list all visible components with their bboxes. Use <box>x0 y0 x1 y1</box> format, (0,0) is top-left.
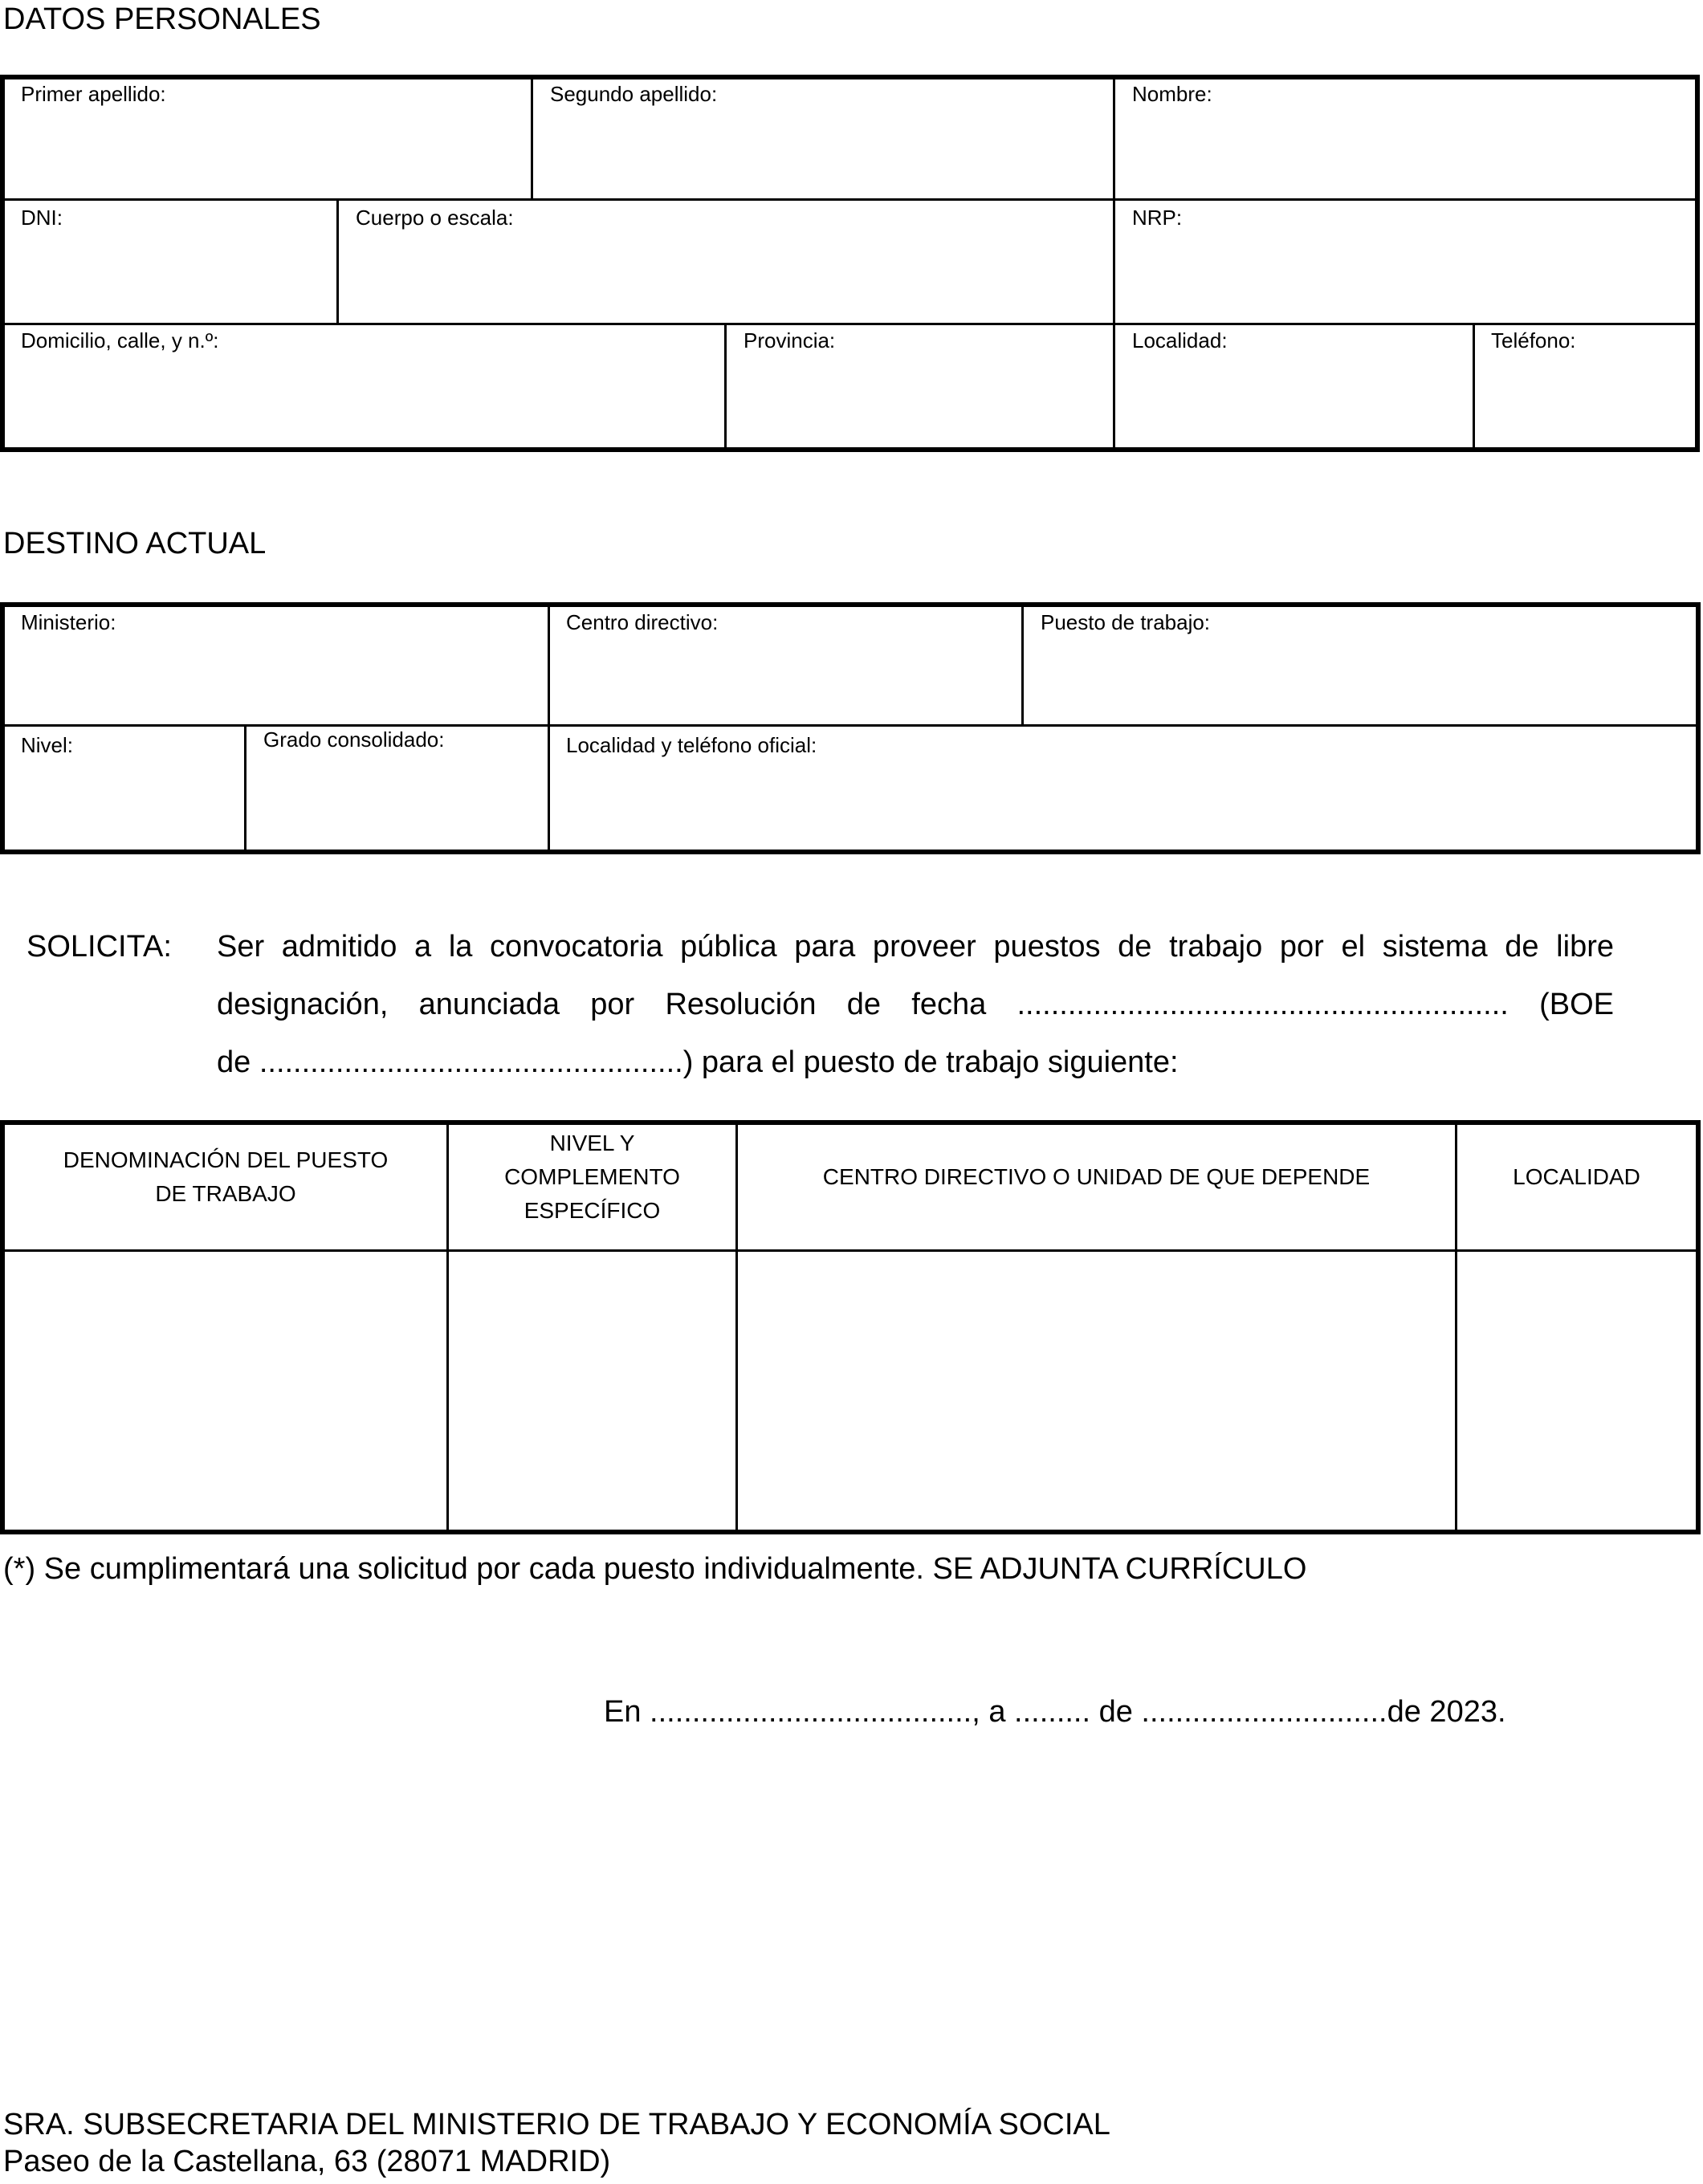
section-title-destino-actual: DESTINO ACTUAL <box>3 527 267 560</box>
field-label: Primer apellido: <box>21 82 166 106</box>
ministerio-input[interactable] <box>6 638 548 723</box>
field-label: NRP: <box>1132 206 1183 230</box>
section-title-datos-personales: DATOS PERSONALES <box>3 2 321 36</box>
header-line: NIVEL Y <box>549 1131 635 1155</box>
addressee-address: Paseo de la Castellana, 63 (28071 MADRID) <box>3 2145 611 2178</box>
footnote: (*) Se cumplimentará una solicitud por cada puesto individualmente. SE ADJUNTA CURRÍCULO <box>3 1552 1307 1586</box>
provincia-input[interactable] <box>729 357 1114 446</box>
field-label: Domicilio, calle, y n.º: <box>21 328 219 352</box>
solicita-label: SOLICITA: <box>26 930 172 964</box>
header-line: CENTRO DIRECTIVO O UNIDAD DE QUE DEPENDE <box>822 1164 1371 1189</box>
denominacion-input[interactable] <box>6 1253 447 1531</box>
field-label: DNI: <box>21 206 63 230</box>
grado-consolidado-input[interactable] <box>249 761 548 850</box>
field-label: Provincia: <box>744 328 836 352</box>
header-line: COMPLEMENTO <box>504 1164 680 1189</box>
column-header-localidad <box>1457 1125 1696 1229</box>
localidad-input[interactable] <box>1118 357 1473 446</box>
primer-apellido-input[interactable] <box>6 109 532 198</box>
centro-directivo-unidad-input[interactable] <box>739 1253 1456 1531</box>
column-header-centro-directivo <box>738 1125 1455 1229</box>
field-label: Localidad: <box>1132 328 1228 352</box>
header-line: DE TRABAJO <box>155 1181 296 1206</box>
cuerpo-escala-input[interactable] <box>341 233 1114 321</box>
field-label: Segundo apellido: <box>550 82 718 106</box>
field-label: Centro directivo: <box>566 610 719 634</box>
column-header-nivel-complemento <box>449 1125 735 1229</box>
field-label: Puesto de trabajo: <box>1041 610 1211 634</box>
date-line: En ......................................, a ......... de .............................de 2023. <box>604 1695 1506 1729</box>
puesto-trabajo-input[interactable] <box>1026 638 1696 723</box>
column-header-denominacion <box>5 1125 446 1229</box>
col-divider <box>1021 607 1024 724</box>
centro-directivo-input[interactable] <box>552 638 1021 723</box>
field-label: Nivel: <box>21 733 74 757</box>
header-divider <box>5 1249 1696 1252</box>
nivel-complemento-input[interactable] <box>450 1253 736 1531</box>
nrp-input[interactable] <box>1118 233 1696 321</box>
field-label: Localidad y teléfono oficial: <box>566 733 817 757</box>
domicilio-input[interactable] <box>6 357 724 446</box>
col-divider <box>1473 325 1475 447</box>
localidad-destino-input[interactable] <box>1459 1253 1697 1531</box>
field-label: Ministerio: <box>21 610 116 634</box>
header-line: LOCALIDAD <box>1513 1164 1640 1189</box>
solicita-line-3: de ..................................................) para el puesto de trabajo siguiente: <box>217 1045 1179 1079</box>
col-divider <box>244 727 246 850</box>
field-label: Teléfono: <box>1491 328 1576 352</box>
field-label: Nombre: <box>1132 82 1212 106</box>
col-divider <box>724 325 727 447</box>
row-divider <box>5 724 1696 727</box>
nivel-input[interactable] <box>6 761 244 850</box>
addressee-title: SRA. SUBSECRETARIA DEL MINISTERIO DE TRABAJO Y ECONOMÍA SOCIAL <box>3 2108 1110 2141</box>
field-label: Cuerpo o escala: <box>356 206 514 230</box>
row-divider <box>5 323 1695 325</box>
row-divider <box>5 198 1695 201</box>
field-label: Grado consolidado: <box>263 727 445 752</box>
localidad-telefono-oficial-input[interactable] <box>552 761 1696 850</box>
telefono-input[interactable] <box>1477 357 1696 446</box>
nombre-input[interactable] <box>1118 109 1696 198</box>
dni-input[interactable] <box>6 233 337 321</box>
solicita-line-1: Ser admitido a la convocatoria pública para proveer puestos de trabajo por el sistema de libre <box>217 930 1614 964</box>
solicita-line-2: designación, anunciada por Resolución de fecha .......................................................... (BOE <box>217 988 1614 1021</box>
segundo-apellido-input[interactable] <box>536 109 1114 198</box>
col-divider <box>548 607 550 850</box>
header-line: ESPECÍFICO <box>524 1198 661 1223</box>
header-line: DENOMINACIÓN DEL PUESTO <box>63 1147 389 1172</box>
